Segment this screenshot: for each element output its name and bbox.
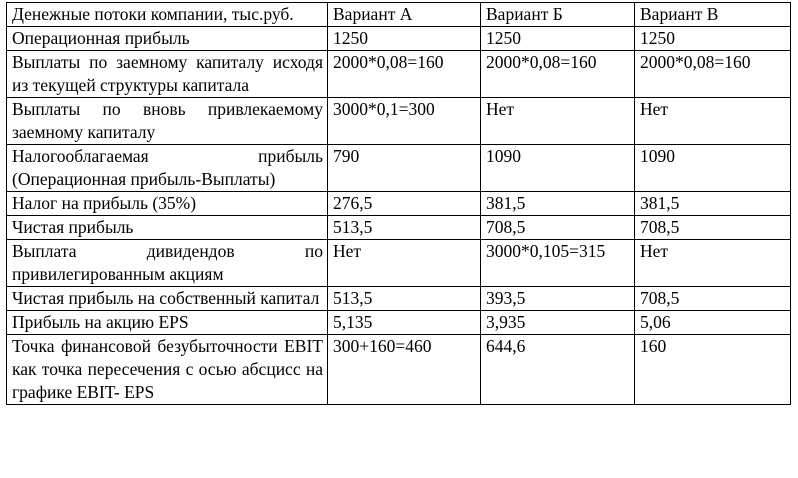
value-cell: 1090 [635, 145, 791, 192]
header-row [7, 3, 791, 27]
table-row [7, 287, 791, 311]
value-cell: Нет [481, 98, 635, 145]
header-cell: Вариант В [635, 3, 791, 27]
value-cell: 160 [635, 335, 791, 405]
header-cell: Денежные потоки компании, тыс.руб. [7, 3, 328, 27]
value-cell: 276,5 [328, 192, 481, 216]
table-row [7, 335, 791, 405]
table-row [7, 216, 791, 240]
row-label-cell: Налогооблагаемая прибыль (Операционная прибыль-Выплаты) [7, 145, 328, 192]
table-row [7, 192, 791, 216]
value-cell: 790 [328, 145, 481, 192]
value-cell: 513,5 [328, 216, 481, 240]
table-row [7, 311, 791, 335]
cash-flow-table [6, 2, 791, 405]
table-row [7, 98, 791, 145]
value-cell: 5,135 [328, 311, 481, 335]
row-label-cell: Операционная прибыль [7, 27, 328, 51]
value-cell: 708,5 [635, 216, 791, 240]
value-cell: 381,5 [635, 192, 791, 216]
value-cell: 2000*0,08=160 [635, 51, 791, 98]
row-label-cell: Выплаты по заемному капиталу исходя из текущей структуры капитала [7, 51, 328, 98]
value-cell: 3000*0,1=300 [328, 98, 481, 145]
value-cell: 300+160=460 [328, 335, 481, 405]
table-row [7, 240, 791, 287]
header-cell: Вариант Б [481, 3, 635, 27]
value-cell: 708,5 [635, 287, 791, 311]
table-row [7, 51, 791, 98]
header-cell: Вариант А [328, 3, 481, 27]
value-cell: Нет [328, 240, 481, 287]
row-label-cell: Чистая прибыль на собственный капитал [7, 287, 328, 311]
value-cell: 513,5 [328, 287, 481, 311]
value-cell: 1250 [481, 27, 635, 51]
value-cell: Нет [635, 240, 791, 287]
value-cell: 393,5 [481, 287, 635, 311]
value-cell: Нет [635, 98, 791, 145]
value-cell: 3,935 [481, 311, 635, 335]
value-cell: 381,5 [481, 192, 635, 216]
value-cell: 3000*0,105=315 [481, 240, 635, 287]
value-cell: 1250 [328, 27, 481, 51]
row-label-cell: Чистая прибыль [7, 216, 328, 240]
value-cell: 1250 [635, 27, 791, 51]
row-label-cell: Налог на прибыль (35%) [7, 192, 328, 216]
row-label-cell: Прибыль на акцию EPS [7, 311, 328, 335]
row-label-cell: Точка финансовой безубыточности EBIT как точка пересечения с осью абсцисс на графике EBIT- EPS [7, 335, 328, 405]
value-cell: 1090 [481, 145, 635, 192]
value-cell: 5,06 [635, 311, 791, 335]
table-row [7, 145, 791, 192]
table-row [7, 27, 791, 51]
value-cell: 708,5 [481, 216, 635, 240]
value-cell: 2000*0,08=160 [481, 51, 635, 98]
value-cell: 2000*0,08=160 [328, 51, 481, 98]
value-cell: 644,6 [481, 335, 635, 405]
row-label-cell: Выплаты по вновь привлекаемому заемному капиталу [7, 98, 328, 145]
row-label-cell: Выплата дивидендов по привилегированным акциям [7, 240, 328, 287]
